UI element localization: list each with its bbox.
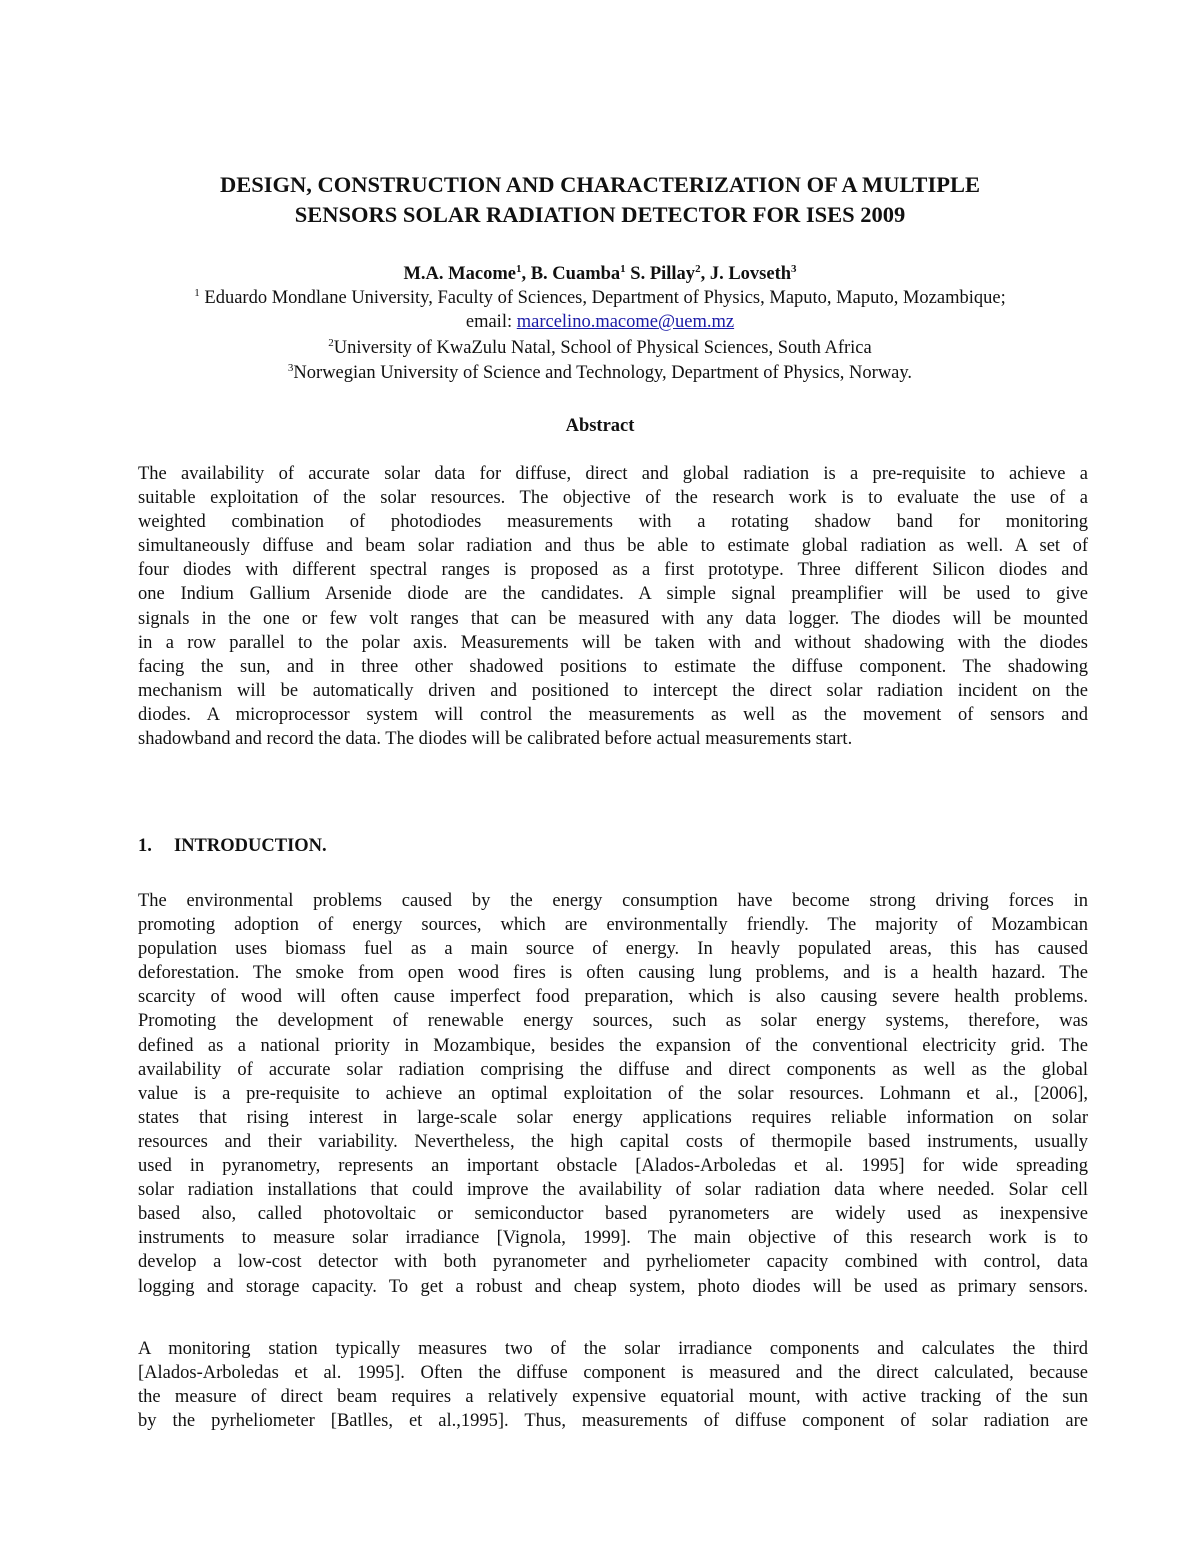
text-line: [Alados-Arboledas et al. 1995]. Often the diffuse component is measured and the direct calculated, because: [138, 1363, 1088, 1384]
email-line: [120, 310, 1080, 334]
section-heading-introduction: [138, 834, 327, 858]
introduction-paragraph-1: [138, 889, 1088, 1299]
text-line: develop a low-cost detector with both pyranometer and pyrheliometer capacity combined with control, data: [138, 1252, 1088, 1273]
text-line: promoting adoption of energy sources, which are environmentally friendly. The majority of Mozambican: [138, 915, 1088, 936]
author-affil-sup: 2: [695, 262, 701, 275]
text-line: signals in the one or few volt ranges that can be measured with any data logger. The diodes will be mounted: [138, 608, 1088, 629]
text-line: The environmental problems caused by the energy consumption have become strong driving forces in: [138, 891, 1088, 911]
text-line: logging and storage capacity. To get a robust and cheap system, photo diodes will be used as primary sensors.: [138, 1276, 1088, 1297]
text-line: instruments to measure solar irradiance [Vignola, 1999]. The main objective of this research work is to: [138, 1228, 1088, 1249]
text-line: the measure of direct beam requires a relatively expensive equatorial mount, with active tracking of the sun: [138, 1387, 1088, 1408]
title-line: SENSORS SOLAR RADIATION DETECTOR FOR ISES 2009: [294, 202, 906, 227]
text-line: four diodes with different spectral ranges is proposed as a first prototype. Three different Silicon diodes and: [138, 560, 1088, 581]
text-line: A monitoring station typically measures two of the solar irradiance components and calculates the third: [138, 1339, 1088, 1359]
affiliation-sup: 2: [328, 336, 334, 349]
section-number: 1.: [138, 836, 152, 856]
author-affil-sup: 3: [791, 262, 797, 275]
author-list: [120, 262, 1080, 286]
text-line: defined as a national priority in Mozambique, besides the expansion of the conventional electricity grid. The: [138, 1035, 1088, 1056]
introduction-paragraph-2: [138, 1337, 1088, 1433]
abstract-heading: Abstract: [565, 416, 635, 436]
text-line: value is a pre-requisite to achieve an optimal exploitation of the solar resources. Lohmann et al., [2006],: [138, 1083, 1088, 1104]
text-line: mechanism will be automatically driven and positioned to intercept the direct solar radiation incident on the: [138, 680, 1088, 701]
text-line: resources and their variability. Nevertheless, the high capital costs of thermopile based instruments, usually: [138, 1131, 1088, 1152]
author-name: , B. Cuamba: [521, 264, 621, 284]
text-line: The availability of accurate solar data for diffuse, direct and global radiation is a pre-requisite to achieve a: [138, 464, 1088, 484]
text-line: one Indium Gallium Arsenide diode are the candidates. A simple signal preamplifier will be used to give: [138, 584, 1088, 605]
author-affil-sup: 1: [620, 262, 626, 275]
text-line: suitable exploitation of the solar resources. The objective of the research work is to evaluate the use of a: [138, 488, 1088, 509]
section-title: INTRODUCTION.: [174, 836, 327, 856]
text-line: simultaneously diffuse and beam solar radiation and thus be able to estimate global radiation as well. A set of: [138, 536, 1088, 557]
text-line: solar radiation installations that could improve the availability of solar radiation data where needed. Solar cell: [138, 1180, 1088, 1201]
text-line: based also, called photovoltaic or semiconductor based pyranometers are widely used as inexpensive: [138, 1204, 1088, 1225]
affiliation-sup: 1: [194, 286, 200, 299]
text-line: population uses biomass fuel as a main source of energy. In heavly populated areas, this has caused: [138, 939, 1088, 960]
text-line: facing the sun, and in three other shadowed positions to estimate the diffuse component. The shadowing: [138, 656, 1088, 677]
affiliation-2: [120, 336, 1080, 360]
text-line: states that rising interest in large-scale solar energy applications requires reliable information on solar: [138, 1107, 1088, 1128]
affiliation-sup: 3: [287, 361, 294, 374]
author-affil-sup: 1: [515, 262, 522, 275]
author-name: , J. Lovseth: [700, 264, 792, 284]
affiliation-3: [120, 361, 1080, 385]
text-line: Promoting the development of renewable energy sources, such as solar energy systems, therefore, was: [138, 1011, 1088, 1032]
email-link[interactable]: marcelino.macome@uem.mz: [516, 312, 735, 332]
text-line: used in pyranometry, represents an important obstacle [Alados-Arboledas et al. 1995] for wide spreading: [138, 1156, 1088, 1177]
title-line: DESIGN, CONSTRUCTION AND CHARACTERIZATION OF A MULTIPLE: [220, 172, 980, 197]
affiliation-text: University of KwaZulu Natal, School of Physical Sciences, South Africa: [333, 338, 872, 358]
text-line: by the pyrheliometer [Batlles, et al.,1995]. Thus, measurements of diffuse component of solar radiation are: [138, 1411, 1088, 1432]
affiliation-text: Eduardo Mondlane University, Faculty of Sciences, Department of Physics, Maputo, Maputo, Mozambique;: [199, 288, 1006, 308]
email-label: email:: [465, 312, 517, 332]
abstract-body: [138, 462, 1088, 751]
text-line: availability of accurate solar radiation comprising the diffuse and direct components as well as the global: [138, 1059, 1088, 1080]
text-line: diodes. A microprocessor system will control the measurements as well as the movement of sensors and: [138, 704, 1088, 725]
paper-title: [120, 170, 1080, 230]
affiliation-1: [120, 286, 1080, 310]
text-line: in a row parallel to the polar axis. Measurements will be taken with and without shadowing with the diodes: [138, 632, 1088, 653]
author-name: S. Pillay: [625, 264, 696, 284]
text-line: weighted combination of photodiodes measurements with a rotating shadow band for monitoring: [138, 512, 1088, 533]
text-line: shadowband and record the data. The diodes will be calibrated before actual measurements start.: [138, 729, 853, 750]
text-line: scarcity of wood will often cause imperfect food preparation, which is also causing severe health problems.: [138, 987, 1088, 1008]
author-name: M.A. Macome: [403, 264, 516, 284]
text-line: deforestation. The smoke from open wood fires is often causing lung problems, and is a health hazard. The: [138, 963, 1088, 984]
affiliation-text: Norwegian University of Science and Technology, Department of Physics, Norway.: [293, 363, 913, 383]
